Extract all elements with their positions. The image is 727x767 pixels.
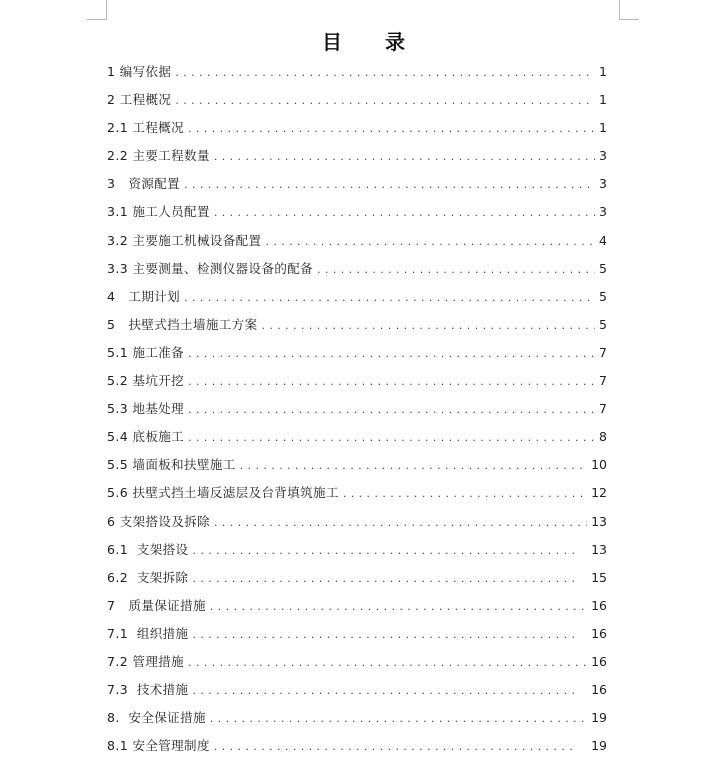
- toc-entry-leader: [192, 537, 577, 565]
- toc-entry-leader: [265, 228, 595, 256]
- toc-entry-page: 1: [599, 64, 607, 79]
- toc-entry-label: 6 支架搭设及拆除: [107, 513, 211, 529]
- toc-entry-leader: [192, 677, 577, 705]
- toc-entry-leader: [184, 171, 595, 199]
- toc-entry-leader: [261, 312, 595, 340]
- toc-entry[interactable]: [107, 58, 607, 86]
- toc-entry-label: 5 扶壁式挡土墙施工方案: [107, 316, 258, 332]
- toc-entry[interactable]: [107, 732, 607, 760]
- toc-entry[interactable]: [107, 227, 607, 255]
- toc-entry[interactable]: [107, 704, 607, 732]
- toc-entry-page: 4: [599, 232, 607, 248]
- toc-entry-label: 8. 安全保证措施: [107, 710, 206, 726]
- toc-entry[interactable]: [107, 423, 607, 451]
- toc-entry-label: 3.2 主要施工机械设备配置: [107, 232, 262, 248]
- toc-entry[interactable]: [107, 255, 607, 283]
- toc-entry-page: 1: [599, 92, 607, 108]
- toc-entry-label: 6.2 支架拆除: [107, 569, 189, 585]
- toc-entry-page: 16: [591, 682, 607, 698]
- toc-entry-label: 8.1 安全管理制度: [107, 738, 210, 754]
- toc-entry-page: 3: [599, 176, 607, 192]
- toc-entry-label: 5.4 底板施工: [107, 429, 185, 445]
- toc-entry-page: 3: [599, 204, 607, 220]
- toc-entry-label: 7.3 技术措施: [107, 682, 189, 698]
- toc-entry-page: 16: [591, 653, 607, 669]
- toc-entry-page: 7: [599, 401, 607, 417]
- toc-entry-label: 3.1 施工人员配置: [107, 204, 210, 220]
- page-corner-mark-top-left: [87, 0, 107, 20]
- toc-entry[interactable]: [107, 86, 607, 114]
- toc-entry-leader: [175, 87, 595, 115]
- toc-entry-leader: [175, 59, 595, 87]
- toc-entry-leader: [192, 621, 577, 649]
- toc-entry[interactable]: [107, 311, 607, 339]
- toc-entry[interactable]: [107, 395, 607, 423]
- toc-entry-page: 16: [591, 597, 607, 613]
- toc-entry-page: 5: [599, 260, 607, 276]
- page-corner-mark-top-right: [619, 0, 639, 20]
- table-of-contents: [107, 58, 607, 760]
- toc-entry-page: 12: [591, 485, 607, 501]
- toc-entry-label: 4 工期计划: [107, 288, 181, 304]
- toc-entry-page: 13: [591, 541, 607, 557]
- toc-entry-page: 1: [599, 120, 607, 136]
- toc-entry-label: 5.5 墙面板和扶壁施工: [107, 457, 236, 473]
- toc-entry[interactable]: [107, 592, 607, 620]
- toc-entry-label: 5.2 基坑开挖: [107, 373, 185, 389]
- toc-entry[interactable]: [107, 283, 607, 311]
- toc-entry-page: 19: [591, 738, 607, 754]
- toc-entry-page: 15: [591, 569, 607, 585]
- toc-entry[interactable]: [107, 451, 607, 479]
- toc-entry-label: 7.2 管理措施: [107, 653, 185, 669]
- toc-entry-label: 6.1 支架搭设: [107, 541, 189, 557]
- toc-entry-label: 7 质量保证措施: [107, 597, 206, 613]
- toc-entry-leader: [188, 424, 595, 452]
- toc-entry-page: 3: [599, 148, 607, 164]
- toc-entry-page: 8: [599, 429, 607, 445]
- toc-entry[interactable]: [107, 142, 607, 170]
- toc-entry[interactable]: [107, 198, 607, 226]
- toc-entry-page: 19: [591, 710, 607, 726]
- toc-entry-leader: [240, 452, 587, 480]
- toc-entry[interactable]: [107, 676, 607, 704]
- toc-entry[interactable]: [107, 367, 607, 395]
- toc-entry-leader: [317, 256, 595, 284]
- toc-entry-leader: [188, 340, 595, 368]
- toc-entry-leader: [214, 509, 587, 537]
- toc-entry-label: 2 工程概况: [107, 92, 172, 108]
- toc-entry[interactable]: [107, 170, 607, 198]
- toc-entry-leader: [184, 284, 595, 312]
- toc-entry-label: 5.3 地基处理: [107, 401, 185, 417]
- toc-entry-leader: [214, 733, 577, 761]
- toc-entry[interactable]: [107, 564, 607, 592]
- toc-entry-label: 2.1 工程概况: [107, 120, 185, 136]
- toc-entry-label: 3 资源配置: [107, 176, 181, 192]
- toc-entry-label: 7.1 组织措施: [107, 625, 189, 641]
- toc-entry-page: 10: [591, 457, 607, 473]
- toc-entry[interactable]: [107, 508, 607, 536]
- toc-entry-label: 5.1 施工准备: [107, 344, 185, 360]
- toc-entry[interactable]: [107, 536, 607, 564]
- toc-entry-leader: [343, 480, 587, 508]
- toc-entry-leader: [188, 396, 595, 424]
- toc-entry[interactable]: [107, 114, 607, 142]
- toc-entry[interactable]: [107, 620, 607, 648]
- toc-entry-leader: [214, 143, 595, 171]
- toc-entry-leader: [192, 565, 577, 593]
- toc-entry[interactable]: [107, 339, 607, 367]
- toc-entry[interactable]: [107, 648, 607, 676]
- toc-entry-page: 5: [599, 316, 607, 332]
- toc-entry-label: 1 编写依据: [107, 64, 172, 79]
- toc-entry-label: 2.2 主要工程数量: [107, 148, 210, 164]
- toc-entry-page: 7: [599, 344, 607, 360]
- toc-entry-leader: [188, 368, 595, 396]
- toc-entry-leader: [210, 705, 587, 733]
- toc-title: 目 录: [322, 30, 423, 54]
- toc-entry[interactable]: [107, 479, 607, 507]
- toc-entry-label: 3.3 主要测量、检测仪器设备的配备: [107, 260, 314, 276]
- toc-entry-label: 5.6 扶壁式挡土墙反滤层及台背填筑施工: [107, 485, 339, 501]
- toc-entry-page: 13: [591, 513, 607, 529]
- toc-entry-leader: [188, 115, 595, 143]
- toc-entry-leader: [210, 593, 587, 621]
- toc-entry-leader: [214, 199, 595, 227]
- toc-entry-leader: [188, 649, 587, 677]
- toc-entry-page: 5: [599, 288, 607, 304]
- toc-entry-page: 7: [599, 373, 607, 389]
- toc-entry-page: 16: [591, 625, 607, 641]
